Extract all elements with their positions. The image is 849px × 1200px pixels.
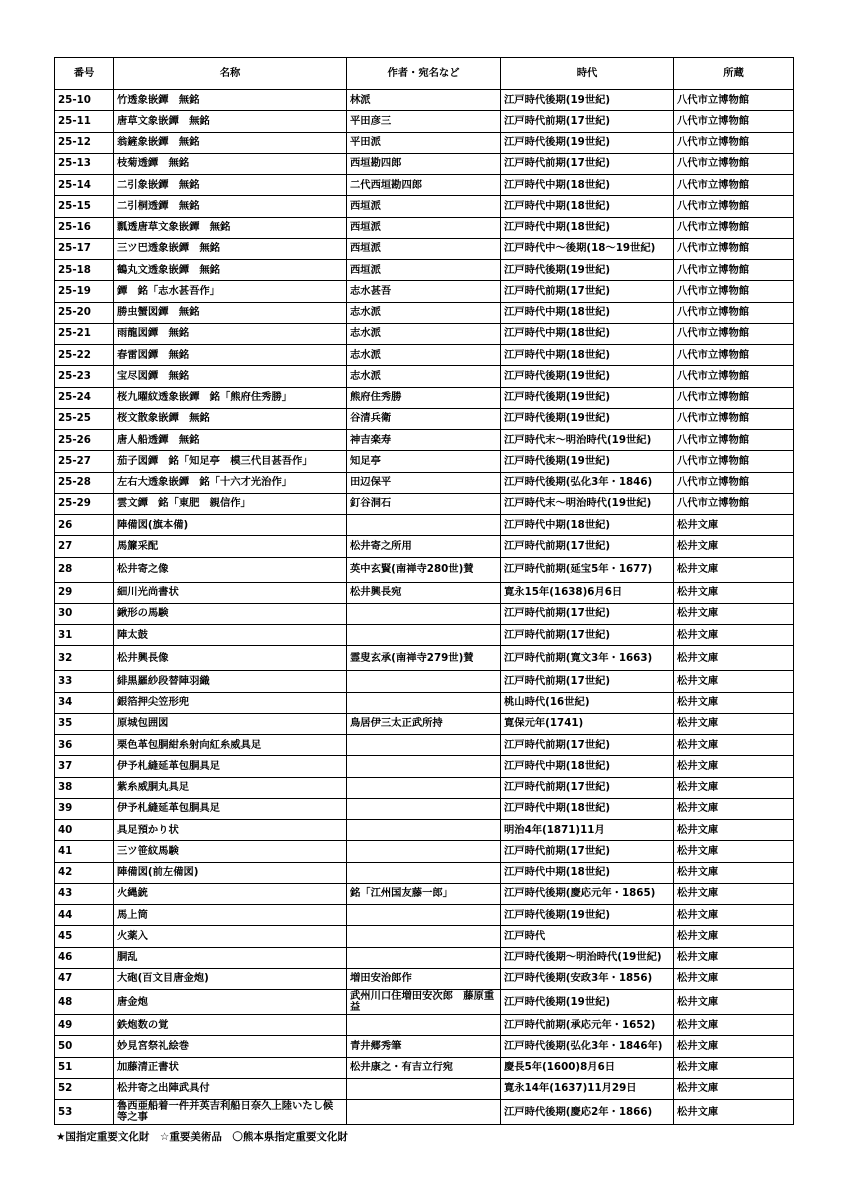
table-row: [55, 366, 794, 387]
cell-collection: 松井文庫: [674, 947, 794, 968]
table-row: [55, 692, 794, 713]
cell-number: 27: [55, 536, 114, 557]
cell-name: 春雷図鐔 無銘: [114, 345, 347, 366]
cell-name: 馬上筒: [114, 905, 347, 926]
cell-number: 33: [55, 671, 114, 692]
cell-name: 二引桐透鐔 無銘: [114, 196, 347, 217]
cell-collection: 松井文庫: [674, 1078, 794, 1099]
cell-period: 江戸時代末～明治時代(19世紀): [501, 493, 674, 514]
cell-author: 増田安治郎作: [347, 968, 501, 989]
table-row: [55, 387, 794, 408]
table-row: [55, 153, 794, 174]
cell-collection: 八代市立博物館: [674, 238, 794, 259]
cell-collection: 八代市立博物館: [674, 451, 794, 472]
cell-collection: 松井文庫: [674, 926, 794, 947]
cell-author: 平田彦三: [347, 111, 501, 132]
cell-author: [347, 603, 501, 624]
cell-author: 林派: [347, 90, 501, 111]
cell-number: 25-16: [55, 217, 114, 238]
cell-collection: 八代市立博物館: [674, 472, 794, 493]
cell-number: 51: [55, 1057, 114, 1078]
cell-period: 慶長5年(1600)8月6日: [501, 1057, 674, 1078]
table-row: [55, 238, 794, 259]
cell-author: [347, 862, 501, 883]
catalog-table: [54, 57, 794, 1125]
cell-collection: 松井文庫: [674, 671, 794, 692]
cell-name: 雲文鐔 銘「東肥 親信作」: [114, 493, 347, 514]
table-row: [55, 111, 794, 132]
cell-author: 志水派: [347, 302, 501, 323]
cell-collection: 八代市立博物館: [674, 90, 794, 111]
cell-number: 38: [55, 777, 114, 798]
cell-name: 竹透象嵌鐔 無銘: [114, 90, 347, 111]
cell-number: 26: [55, 515, 114, 536]
cell-author: [347, 841, 501, 862]
cell-collection: 八代市立博物館: [674, 302, 794, 323]
cell-name: 翁鏟象嵌鐔 無銘: [114, 132, 347, 153]
cell-collection: 松井文庫: [674, 1057, 794, 1078]
table-row: [55, 217, 794, 238]
cell-author: 銘「江州国友藤一郎」: [347, 883, 501, 904]
table-row: [55, 260, 794, 281]
cell-collection: 松井文庫: [674, 603, 794, 624]
cell-period: 江戸時代前期(17世紀): [501, 777, 674, 798]
cell-period: 江戸時代後期(安政3年・1856): [501, 968, 674, 989]
cell-author: [347, 671, 501, 692]
cell-collection: 松井文庫: [674, 713, 794, 734]
cell-name: 唐人船透鐔 無銘: [114, 430, 347, 451]
cell-number: 31: [55, 625, 114, 646]
cell-author: [347, 798, 501, 819]
cell-author: [347, 515, 501, 536]
cell-collection: 松井文庫: [674, 905, 794, 926]
cell-number: 30: [55, 603, 114, 624]
cell-number: 25-19: [55, 281, 114, 302]
cell-number: 25-27: [55, 451, 114, 472]
cell-number: 32: [55, 646, 114, 671]
table-row: [55, 472, 794, 493]
cell-name: 唐草文象嵌鐔 無銘: [114, 111, 347, 132]
cell-name: 具足預かり状: [114, 820, 347, 841]
cell-name: 火縄銃: [114, 883, 347, 904]
cell-collection: 八代市立博物館: [674, 323, 794, 344]
cell-period: 江戸時代中～後期(18～19世紀): [501, 238, 674, 259]
cell-name: 銀箔押尖笠形兜: [114, 692, 347, 713]
cell-author: 西垣派: [347, 217, 501, 238]
table-row: [55, 536, 794, 557]
table-row: [55, 175, 794, 196]
cell-name: 鶴丸文透象嵌鐔 無銘: [114, 260, 347, 281]
cell-name: 陣備図(旗本備): [114, 515, 347, 536]
cell-number: 49: [55, 1015, 114, 1036]
table-body: [55, 90, 794, 1125]
cell-collection: 八代市立博物館: [674, 430, 794, 451]
cell-period: 江戸時代末～明治時代(19世紀): [501, 430, 674, 451]
cell-name: 勝虫蟹図鐔 無銘: [114, 302, 347, 323]
cell-period: 江戸時代後期(19世紀): [501, 408, 674, 429]
table-row: [55, 408, 794, 429]
cell-author: 松井興長宛: [347, 582, 501, 603]
cell-number: 36: [55, 735, 114, 756]
table-row: [55, 820, 794, 841]
table-row: [55, 862, 794, 883]
cell-author: [347, 625, 501, 646]
cell-name: 左右大透象嵌鐔 銘「十六才光治作」: [114, 472, 347, 493]
cell-name: 枝菊透鐔 無銘: [114, 153, 347, 174]
cell-number: 25-21: [55, 323, 114, 344]
cell-collection: 八代市立博物館: [674, 196, 794, 217]
table-row: [55, 646, 794, 671]
table-row: [55, 132, 794, 153]
cell-name: 妙見宮祭礼絵巻: [114, 1036, 347, 1057]
cell-author: 鳥居伊三太正武所持: [347, 713, 501, 734]
cell-author: 谷清兵衛: [347, 408, 501, 429]
cell-author: 志水派: [347, 366, 501, 387]
cell-number: 25-14: [55, 175, 114, 196]
table-row: [55, 451, 794, 472]
cell-name: 雨龍図鐔 無銘: [114, 323, 347, 344]
cell-author: 松井康之・有吉立行宛: [347, 1057, 501, 1078]
cell-period: 江戸時代後期(19世紀): [501, 387, 674, 408]
cell-collection: 松井文庫: [674, 646, 794, 671]
table-row: [55, 990, 794, 1015]
cell-author: 西垣派: [347, 238, 501, 259]
cell-period: 江戸時代後期(慶応元年・1865): [501, 883, 674, 904]
cell-period: 江戸時代前期(17世紀): [501, 671, 674, 692]
cell-name: 松井興長像: [114, 646, 347, 671]
cell-name: 伊予札縫延革包胴具足: [114, 756, 347, 777]
cell-author: 釘谷洞石: [347, 493, 501, 514]
table-row: [55, 557, 794, 582]
cell-author: 平田派: [347, 132, 501, 153]
cell-number: 34: [55, 692, 114, 713]
cell-author: [347, 1015, 501, 1036]
cell-period: 江戸時代: [501, 926, 674, 947]
cell-author: 青井郷秀筆: [347, 1036, 501, 1057]
cell-author: [347, 777, 501, 798]
cell-period: 江戸時代中期(18世紀): [501, 862, 674, 883]
cell-name: 大砲(百文目唐金炮): [114, 968, 347, 989]
cell-name: 胴乱: [114, 947, 347, 968]
cell-period: 江戸時代中期(18世紀): [501, 345, 674, 366]
cell-number: 25-24: [55, 387, 114, 408]
header-author: 作者・宛名など: [347, 58, 501, 90]
cell-name: 馬簾采配: [114, 536, 347, 557]
cell-collection: 松井文庫: [674, 536, 794, 557]
cell-period: 江戸時代後期(19世紀): [501, 990, 674, 1015]
cell-period: 江戸時代後期(19世紀): [501, 260, 674, 281]
cell-number: 37: [55, 756, 114, 777]
cell-author: 神吉楽寿: [347, 430, 501, 451]
cell-number: 25-29: [55, 493, 114, 514]
cell-number: 25-15: [55, 196, 114, 217]
cell-name: 鉄炮数の覚: [114, 1015, 347, 1036]
table-row: [55, 281, 794, 302]
cell-number: 48: [55, 990, 114, 1015]
cell-author: 志水甚吾: [347, 281, 501, 302]
cell-period: 江戸時代前期(17世紀): [501, 625, 674, 646]
cell-name: 陣太鼓: [114, 625, 347, 646]
cell-name: 桜九曜紋透象嵌鐔 銘「熊府住秀勝」: [114, 387, 347, 408]
cell-name: 三ツ笹紋馬験: [114, 841, 347, 862]
cell-author: 霊叟玄承(南禅寺279世)賛: [347, 646, 501, 671]
cell-name: 宝尽図鐔 無銘: [114, 366, 347, 387]
cell-number: 46: [55, 947, 114, 968]
cell-number: 42: [55, 862, 114, 883]
cell-number: 41: [55, 841, 114, 862]
table-row: [55, 947, 794, 968]
cell-name: 鐔 銘「志水甚吾作」: [114, 281, 347, 302]
cell-number: 25-11: [55, 111, 114, 132]
cell-collection: 松井文庫: [674, 1015, 794, 1036]
cell-collection: 松井文庫: [674, 883, 794, 904]
cell-period: 江戸時代後期(弘化3年・1846): [501, 472, 674, 493]
cell-period: 江戸時代後期(19世紀): [501, 90, 674, 111]
cell-name: 栗色革包胴紺糸射向紅糸威具足: [114, 735, 347, 756]
cell-name: 松井寄之像: [114, 557, 347, 582]
cell-collection: 松井文庫: [674, 735, 794, 756]
cell-period: 江戸時代中期(18世紀): [501, 175, 674, 196]
cell-author: 志水派: [347, 345, 501, 366]
cell-number: 25-20: [55, 302, 114, 323]
cell-period: 江戸時代後期(19世紀): [501, 905, 674, 926]
cell-number: 35: [55, 713, 114, 734]
cell-number: 25-23: [55, 366, 114, 387]
cell-period: 寛永14年(1637)11月29日: [501, 1078, 674, 1099]
cell-author: [347, 756, 501, 777]
cell-author: 松井寄之所用: [347, 536, 501, 557]
cell-number: 40: [55, 820, 114, 841]
cell-collection: 松井文庫: [674, 777, 794, 798]
cell-name: 瓢透唐草文象嵌鐔 無銘: [114, 217, 347, 238]
cell-author: 田辺保平: [347, 472, 501, 493]
cell-name: 加藤清正書状: [114, 1057, 347, 1078]
table-header-row: [55, 58, 794, 90]
cell-period: 江戸時代中期(18世紀): [501, 302, 674, 323]
cell-number: 28: [55, 557, 114, 582]
cell-collection: 松井文庫: [674, 625, 794, 646]
cell-name: 原城包囲図: [114, 713, 347, 734]
header-period: 時代: [501, 58, 674, 90]
cell-author: 武州川口住増田安次郎 藤原重益: [347, 990, 501, 1015]
table-row: [55, 777, 794, 798]
table-row: [55, 493, 794, 514]
cell-number: 25-12: [55, 132, 114, 153]
table-row: [55, 90, 794, 111]
table-row: [55, 1078, 794, 1099]
table-row: [55, 515, 794, 536]
table-row: [55, 968, 794, 989]
cell-author: [347, 735, 501, 756]
cell-number: 25-17: [55, 238, 114, 259]
cell-collection: 松井文庫: [674, 990, 794, 1015]
table-row: [55, 905, 794, 926]
cell-period: 江戸時代中期(18世紀): [501, 756, 674, 777]
cell-number: 39: [55, 798, 114, 819]
cell-collection: 八代市立博物館: [674, 281, 794, 302]
cell-collection: 松井文庫: [674, 557, 794, 582]
cell-name: 二引象嵌鐔 無銘: [114, 175, 347, 196]
cell-author: 熊府住秀勝: [347, 387, 501, 408]
cell-name: 紫糸威胴丸具足: [114, 777, 347, 798]
cell-name: 茄子図鐔 銘「知足亭 模三代目甚吾作」: [114, 451, 347, 472]
cell-author: [347, 1100, 501, 1125]
table-row: [55, 430, 794, 451]
table-row: [55, 1057, 794, 1078]
cell-number: 43: [55, 883, 114, 904]
cell-author: [347, 692, 501, 713]
cell-number: 50: [55, 1036, 114, 1057]
table-row: [55, 1100, 794, 1125]
table-row: [55, 603, 794, 624]
cell-name: 唐金炮: [114, 990, 347, 1015]
header-number: 番号: [55, 58, 114, 90]
cell-number: 44: [55, 905, 114, 926]
cell-author: [347, 926, 501, 947]
cell-period: 江戸時代中期(18世紀): [501, 217, 674, 238]
cell-number: 25-28: [55, 472, 114, 493]
cell-name: 火薬入: [114, 926, 347, 947]
cell-number: 25-26: [55, 430, 114, 451]
table-row: [55, 735, 794, 756]
table-row: [55, 323, 794, 344]
cell-collection: 八代市立博物館: [674, 217, 794, 238]
cell-period: 江戸時代中期(18世紀): [501, 515, 674, 536]
cell-period: 江戸時代前期(17世紀): [501, 153, 674, 174]
cell-collection: 八代市立博物館: [674, 366, 794, 387]
cell-author: 西垣派: [347, 260, 501, 281]
cell-number: 25-13: [55, 153, 114, 174]
header-collection: 所蔵: [674, 58, 794, 90]
cell-number: 45: [55, 926, 114, 947]
cell-collection: 松井文庫: [674, 1100, 794, 1125]
cell-collection: 八代市立博物館: [674, 132, 794, 153]
cell-period: 江戸時代前期(17世紀): [501, 536, 674, 557]
cell-period: 桃山時代(16世紀): [501, 692, 674, 713]
table-row: [55, 798, 794, 819]
cell-author: [347, 1078, 501, 1099]
cell-period: 江戸時代前期(17世紀): [501, 281, 674, 302]
table-row: [55, 713, 794, 734]
cell-period: 江戸時代前期(17世紀): [501, 111, 674, 132]
cell-name: 魯西亜船着一件并英吉利船日奈久上陸いたし候等之事: [114, 1100, 347, 1125]
cell-collection: 八代市立博物館: [674, 408, 794, 429]
cell-author: 二代西垣勘四郎: [347, 175, 501, 196]
table-row: [55, 302, 794, 323]
cell-period: 江戸時代前期(17世紀): [501, 841, 674, 862]
cell-period: 江戸時代後期～明治時代(19世紀): [501, 947, 674, 968]
table-row: [55, 1015, 794, 1036]
cell-number: 25-18: [55, 260, 114, 281]
cell-collection: 松井文庫: [674, 515, 794, 536]
cell-number: 29: [55, 582, 114, 603]
cell-period: 江戸時代前期(17世紀): [501, 735, 674, 756]
table-row: [55, 883, 794, 904]
table-row: [55, 756, 794, 777]
cell-name: 陣備図(前左備図): [114, 862, 347, 883]
table-row: [55, 671, 794, 692]
cell-collection: 松井文庫: [674, 841, 794, 862]
cell-collection: 八代市立博物館: [674, 387, 794, 408]
cell-collection: 松井文庫: [674, 798, 794, 819]
cell-number: 25-10: [55, 90, 114, 111]
cell-author: 志水派: [347, 323, 501, 344]
table-row: [55, 196, 794, 217]
table-row: [55, 345, 794, 366]
cell-collection: 松井文庫: [674, 862, 794, 883]
cell-collection: 八代市立博物館: [674, 175, 794, 196]
cell-author: 西垣派: [347, 196, 501, 217]
cell-period: 寛保元年(1741): [501, 713, 674, 734]
cell-name: 桜文散象嵌鐔 無銘: [114, 408, 347, 429]
cell-name: 松井寄之出陣武具付: [114, 1078, 347, 1099]
cell-number: 47: [55, 968, 114, 989]
cell-collection: 松井文庫: [674, 756, 794, 777]
cell-period: 江戸時代後期(弘化3年・1846年): [501, 1036, 674, 1057]
cell-collection: 松井文庫: [674, 968, 794, 989]
table-row: [55, 582, 794, 603]
cell-number: 25-22: [55, 345, 114, 366]
cell-period: 江戸時代中期(18世紀): [501, 196, 674, 217]
header-name: 名称: [114, 58, 347, 90]
cell-author: 西垣勘四郎: [347, 153, 501, 174]
cell-collection: 八代市立博物館: [674, 260, 794, 281]
cell-period: 江戸時代前期(寛文3年・1663): [501, 646, 674, 671]
table-row: [55, 926, 794, 947]
cell-period: 江戸時代中期(18世紀): [501, 323, 674, 344]
cell-collection: 八代市立博物館: [674, 345, 794, 366]
cell-number: 25-25: [55, 408, 114, 429]
cell-name: 鍬形の馬験: [114, 603, 347, 624]
cell-name: 細川光尚書状: [114, 582, 347, 603]
cell-author: [347, 905, 501, 926]
cell-author: 英中玄賢(南禅寺280世)賛: [347, 557, 501, 582]
cell-name: 伊予札縫延革包胴具足: [114, 798, 347, 819]
cell-number: 52: [55, 1078, 114, 1099]
cell-period: 明治4年(1871)11月: [501, 820, 674, 841]
cell-number: 53: [55, 1100, 114, 1125]
cell-collection: 八代市立博物館: [674, 493, 794, 514]
footnote-legend: ★国指定重要文化財 ☆重要美術品 〇熊本県指定重要文化財: [56, 1131, 348, 1143]
cell-author: [347, 820, 501, 841]
cell-name: 緋黒羅紗段替陣羽織: [114, 671, 347, 692]
cell-name: 三ツ巴透象嵌鐔 無銘: [114, 238, 347, 259]
cell-author: 知足亭: [347, 451, 501, 472]
table-row: [55, 625, 794, 646]
cell-period: 江戸時代後期(19世紀): [501, 451, 674, 472]
cell-period: 江戸時代前期(延宝5年・1677): [501, 557, 674, 582]
cell-collection: 八代市立博物館: [674, 111, 794, 132]
cell-author: [347, 947, 501, 968]
table-row: [55, 1036, 794, 1057]
cell-period: 江戸時代前期(承応元年・1652): [501, 1015, 674, 1036]
cell-collection: 松井文庫: [674, 582, 794, 603]
cell-collection: 松井文庫: [674, 1036, 794, 1057]
cell-period: 江戸時代後期(19世紀): [501, 132, 674, 153]
cell-collection: 松井文庫: [674, 692, 794, 713]
cell-period: 江戸時代中期(18世紀): [501, 798, 674, 819]
cell-period: 江戸時代前期(17世紀): [501, 603, 674, 624]
cell-period: 寛永15年(1638)6月6日: [501, 582, 674, 603]
cell-collection: 松井文庫: [674, 820, 794, 841]
cell-collection: 八代市立博物館: [674, 153, 794, 174]
table-row: [55, 841, 794, 862]
cell-period: 江戸時代後期(19世紀): [501, 366, 674, 387]
cell-period: 江戸時代後期(慶応2年・1866): [501, 1100, 674, 1125]
